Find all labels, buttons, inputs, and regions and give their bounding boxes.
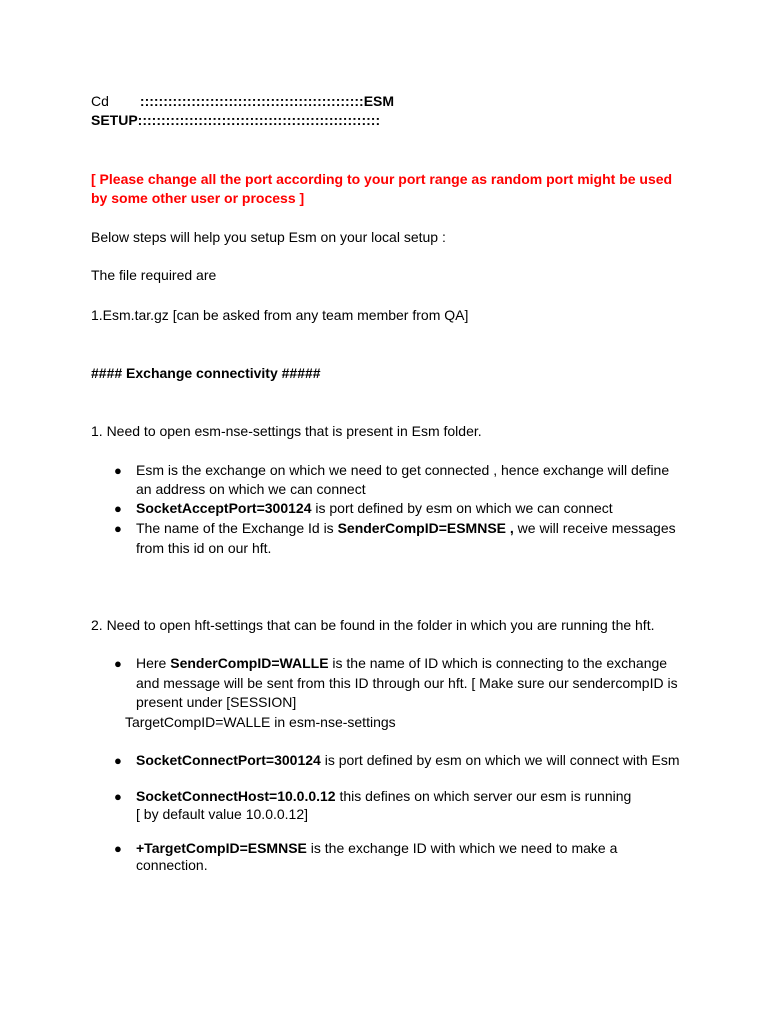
cd-label: Cd (91, 93, 109, 109)
bullet-icon: ● (114, 656, 122, 671)
step2-bullet1-line2: and message will be sent from this ID through our hft. [ Make sure our sendercompID is (136, 675, 678, 691)
bullet-icon: ● (114, 521, 122, 536)
step1-bullet3-line1 (136, 520, 676, 537)
setup-heading: SETUP:::::::::::::::::::::::::::::::::::::::::::::::::::: (91, 112, 381, 128)
step2-bullet1-line4: TargetCompID=WALLE in esm-nse-settings (125, 714, 396, 730)
step1-bullet3-line2: from this id on our hft. (136, 540, 272, 556)
step2-bullet4-rest: is the exchange ID with which we need to make a (306, 840, 618, 856)
esm-dots-heading: ::::::::::::::::::::::::::::::::::::::::::::::::ESM (139, 93, 395, 109)
step2-bullet3-line1 (136, 788, 631, 805)
step2-bullet1-pre: Here (136, 655, 171, 671)
step2-bullet2-rest: is port defined by esm on which we will connect with Esm (320, 752, 680, 768)
target-comp-id-esmnse: +TargetCompID=ESMNSE (136, 840, 307, 856)
step2-bullet3-rest: this defines on which server our esm is running (335, 788, 632, 804)
step1-bullet1-line2: an address on which we can connect (136, 481, 366, 497)
sender-comp-id-esmnse: SenderCompID=ESMNSE , (337, 520, 514, 536)
step2-title: 2. Need to open hft-settings that can be found in the folder in which you are running the hft. (91, 617, 655, 633)
socket-connect-host: SocketConnectHost=10.0.0.12 (136, 788, 336, 804)
bullet-icon: ● (114, 463, 122, 478)
file-item-1: 1.Esm.tar.gz [can be asked from any team member from QA] (91, 307, 469, 323)
header-line-1 (91, 93, 394, 110)
warning-text-1: [ Please change all the port according to your port range as random port might be used (91, 171, 673, 187)
warning-line-1 (91, 171, 672, 188)
socket-connect-port: SocketConnectPort=300124 (136, 752, 321, 768)
step2-bullet2 (136, 752, 680, 769)
bullet-icon: ● (114, 501, 122, 516)
step1-bullet3-rest: we will receive messages (513, 520, 676, 536)
step1-title: 1. Need to open esm-nse-settings that is present in Esm folder. (91, 423, 482, 439)
step1-bullet2 (136, 500, 613, 517)
step2-bullet1-rest: is the name of ID which is connecting to the exchange (328, 655, 668, 671)
section-heading: #### Exchange connectivity ##### (91, 365, 321, 381)
warning-line-2 (91, 190, 304, 207)
step1-bullet3-pre: The name of the Exchange Id is (136, 520, 338, 536)
step1-bullet1-line1: Esm is the exchange on which we need to get connected , hence exchange will define (136, 462, 670, 478)
intro-steps-text: Below steps will help you setup Esm on your local setup : (91, 229, 446, 245)
step2-bullet4-line1 (136, 840, 617, 857)
step2-bullet4-line2: connection. (136, 857, 208, 873)
step2-bullet3-line2: [ by default value 10.0.0.12] (136, 806, 309, 822)
bullet-icon: ● (114, 753, 122, 768)
warning-text-2: by some other user or process ] (91, 190, 305, 206)
step2-bullet1-line3: present under [SESSION] (136, 694, 297, 710)
sender-comp-id-walle: SenderCompID=WALLE (170, 655, 329, 671)
socket-accept-port: SocketAcceptPort=300124 (136, 500, 312, 516)
bullet-icon: ● (114, 841, 122, 856)
step1-bullet2-rest: is port defined by esm on which we can connect (311, 500, 613, 516)
bullet-icon: ● (114, 789, 122, 804)
files-required-text: The file required are (91, 267, 217, 283)
step2-bullet1-line1 (136, 655, 667, 672)
